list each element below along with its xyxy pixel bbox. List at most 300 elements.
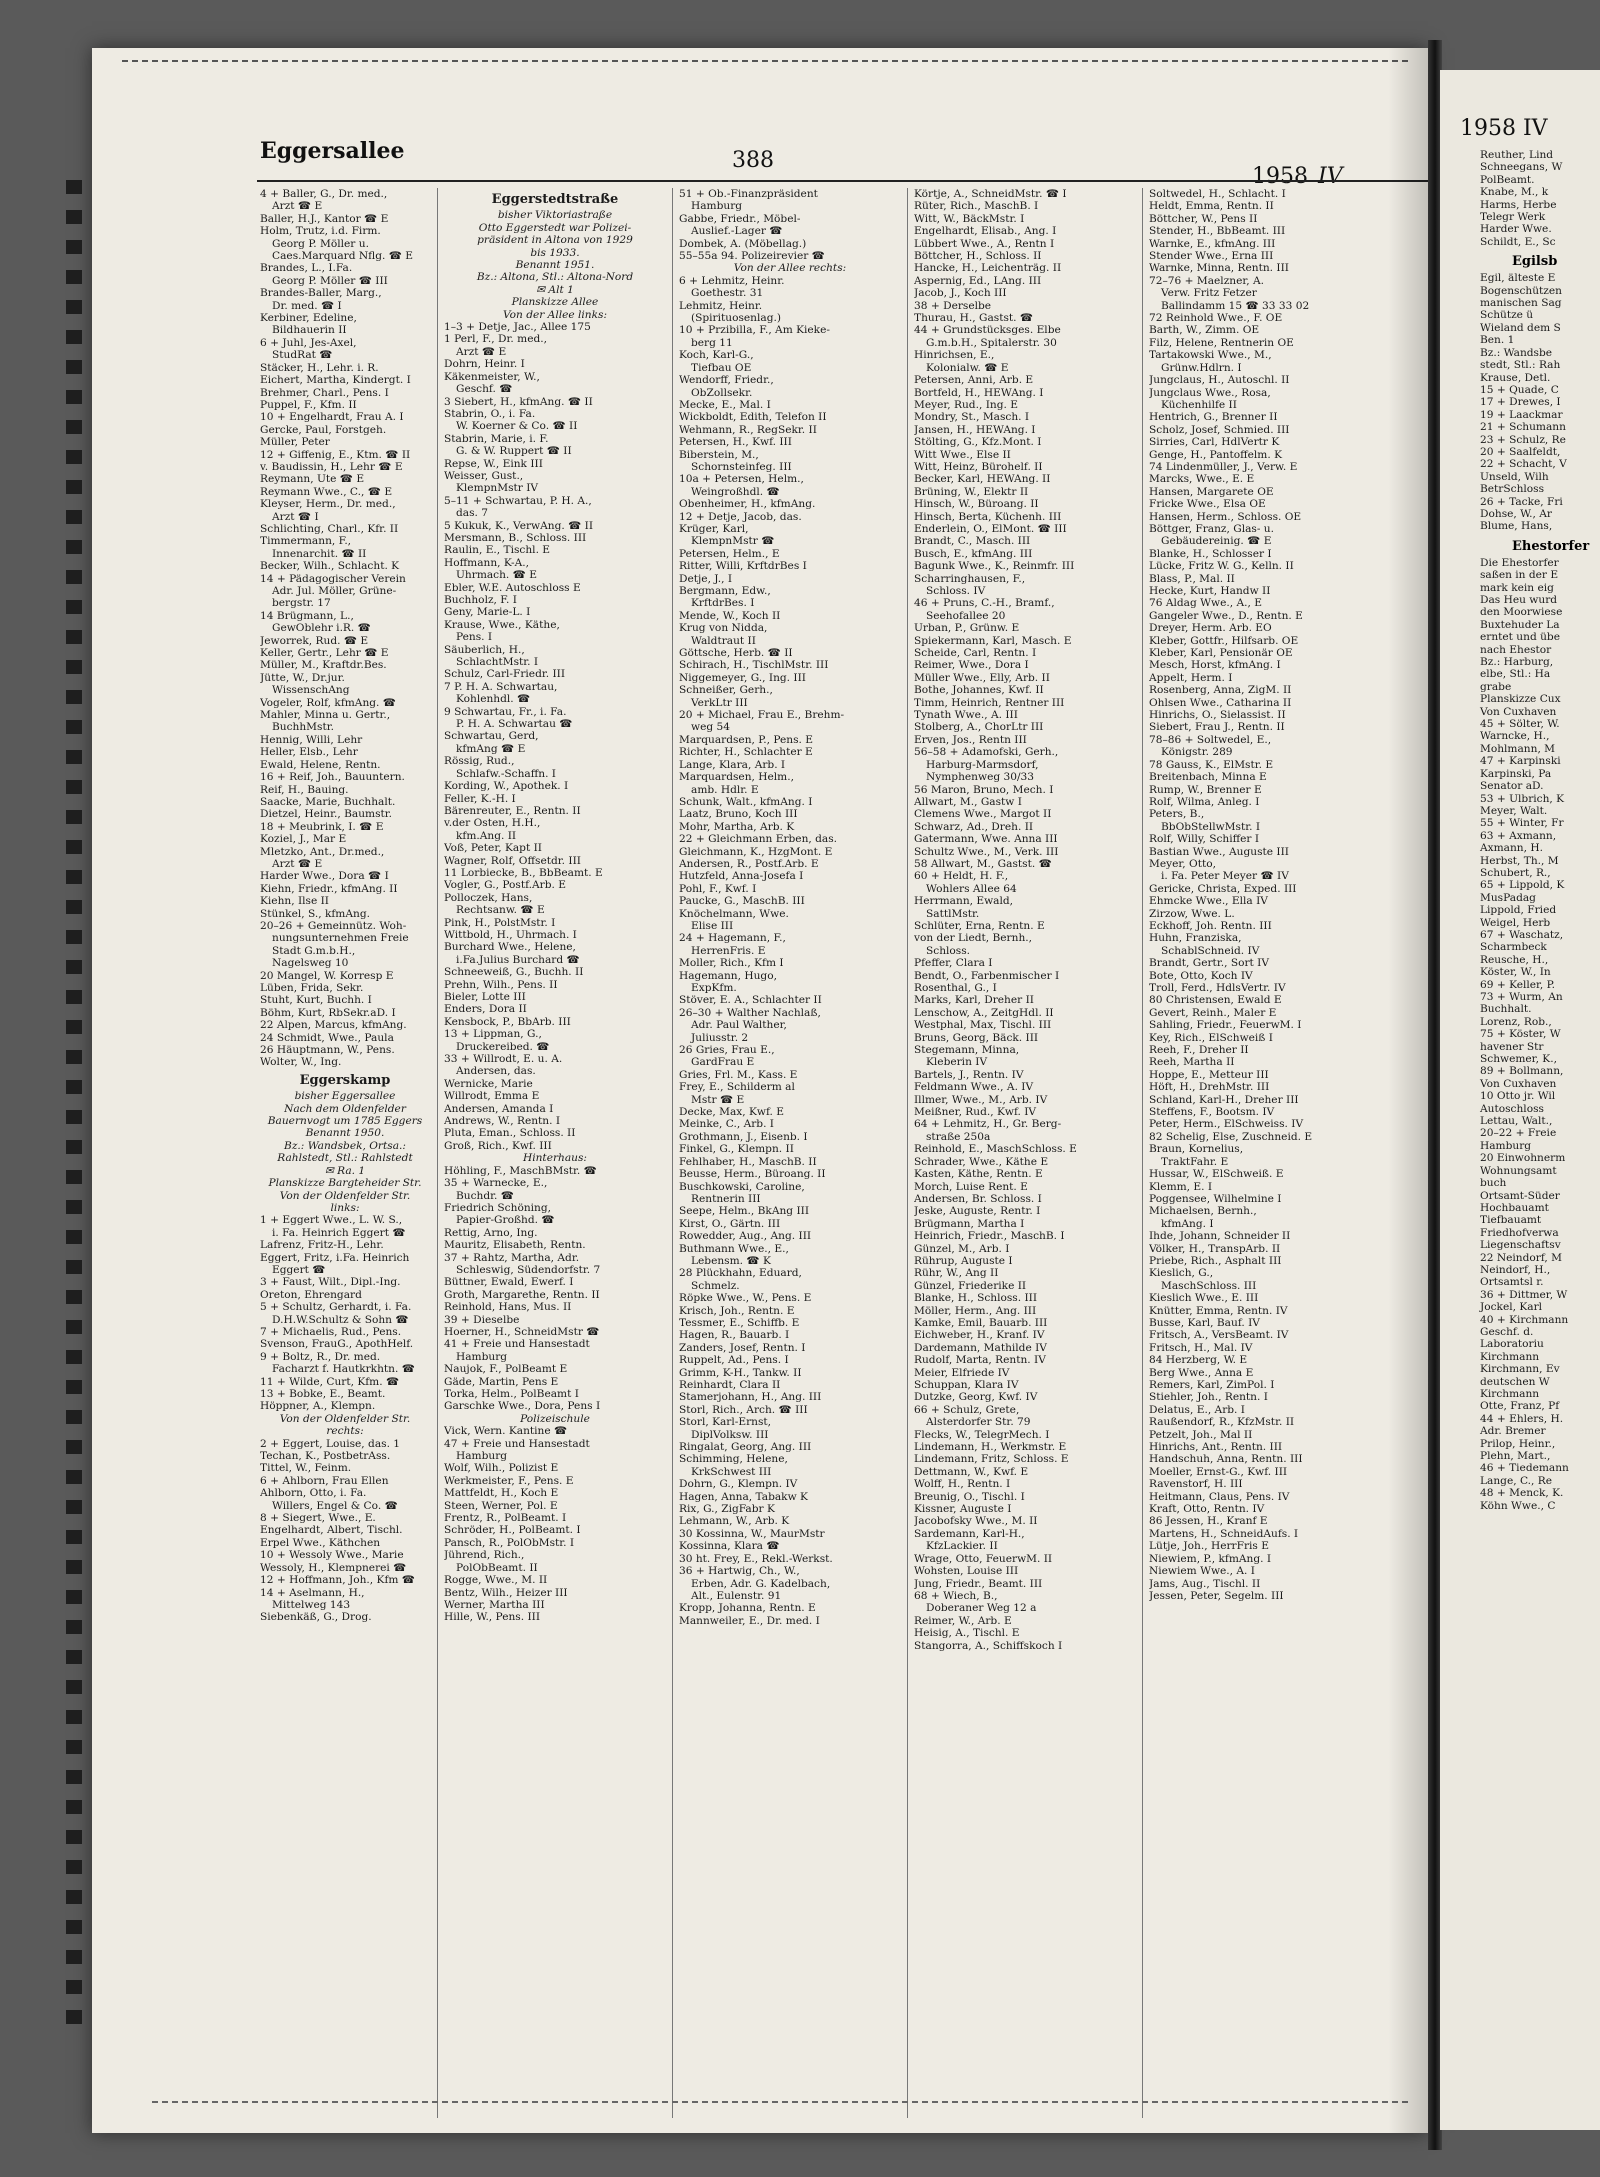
adjacent-entry: Das Heu wurd: [1480, 594, 1558, 606]
directory-entry: Niewiem, P., kfmAng. I: [1149, 1552, 1272, 1565]
directory-entry: Bagunk Wwe., K., Reinmfr. III: [914, 560, 1075, 573]
directory-entry: Raulin, E., Tischl. E: [444, 544, 551, 557]
binding-mark: [66, 600, 82, 614]
directory-entry: Gabbe, Friedr., Möbel-: [679, 212, 801, 225]
directory-entry: 26–30 + Walther Nachlaß,: [679, 1006, 821, 1019]
entry-continuation: (Spirituosenlag.): [691, 312, 781, 325]
directory-entry: Klemm, E. I: [1149, 1180, 1213, 1193]
entry-continuation: kfmAng ☎ E: [456, 742, 526, 755]
street-note: bisher Eggersallee: [294, 1090, 396, 1103]
directory-entry: Siebert, Frau J., Rentn. II: [1149, 721, 1285, 734]
entry-continuation: Caes.Marquard Nflg. ☎ E: [272, 250, 414, 263]
binding-mark: [66, 1590, 82, 1604]
directory-entry: Körtje, A., SchneidMstr. ☎ I: [914, 188, 1067, 200]
directory-entry: Stuht, Kurt, Buchh. I: [260, 994, 372, 1007]
directory-entry: 51 + Ob.-Finanzpräsident: [679, 188, 818, 200]
street-note: Planskizze Bargteheider Str.: [268, 1177, 422, 1190]
entry-continuation: Arzt ☎ E: [272, 200, 323, 213]
directory-entry: Reinhold, Hans, Mus. II: [444, 1301, 572, 1314]
directory-entry: Kleber, Gottfr., Hilfsarb. OE: [1149, 634, 1299, 647]
directory-entry: Repse, W., Eink III: [444, 457, 543, 470]
entry-continuation: i. Fa. Heinrich Eggert ☎: [272, 1226, 406, 1239]
entry-continuation: Druckereibed. ☎: [456, 1040, 550, 1053]
directory-entry: Vick, Wern. Kantine ☎: [444, 1425, 568, 1438]
directory-entry: Schuppan, Klara IV: [914, 1379, 1019, 1391]
street-note: präsident in Altona von 1929: [477, 234, 633, 247]
column-divider: [437, 188, 438, 2118]
adjacent-entry: 53 + Ulbrich, K: [1480, 792, 1565, 805]
directory-entry: Schlüter, Erna, Rentn. E: [914, 919, 1045, 932]
directory-entry: 28 Plückhahn, Eduard,: [679, 1267, 802, 1280]
directory-entry: Brüning, W., Elektr II: [914, 485, 1029, 498]
adjacent-entry: 47 + Karpinski: [1480, 755, 1561, 768]
column-divider: [907, 188, 908, 2118]
entry-continuation: G.m.b.H., Spitalerstr. 30: [926, 336, 1057, 349]
adjacent-entry: Hamburg: [1480, 1139, 1532, 1152]
directory-entry: Schwarz, Ad., Dreh. II: [914, 820, 1034, 833]
directory-entry: Vogler, G., Postf.Arb. E: [444, 879, 566, 892]
directory-entry: Lücke, Fritz W. G., Kelln. II: [1149, 560, 1294, 573]
directory-entry: 14 + Aselmann, H.,: [260, 1586, 365, 1599]
directory-entry: Koch, Karl-G.,: [679, 349, 754, 362]
directory-entry: 13 + Lippman, G.,: [444, 1028, 542, 1041]
directory-entry: 1 Perl, F., Dr. med.,: [444, 333, 547, 346]
directory-entry: Urban, P., Grünw. E: [914, 622, 1020, 635]
binding-mark: [66, 1020, 82, 1034]
directory-entry: Lehmann, W., Arb. K: [679, 1515, 790, 1528]
adjacent-entry: Lorenz, Rob.,: [1480, 1015, 1552, 1028]
directory-entry: Siebenkäß, G., Drog.: [260, 1611, 372, 1624]
entry-continuation: MaschSchloss. III: [1161, 1279, 1257, 1292]
directory-entry: Remers, Karl, ZimPol. I: [1149, 1379, 1275, 1391]
entry-continuation: Hamburg: [691, 200, 743, 213]
directory-entry: Niggemeyer, G., Ing. III: [679, 671, 806, 684]
adjacent-entry: buch: [1480, 1177, 1507, 1190]
entry-continuation: BbObStellwMstr. I: [1161, 820, 1261, 833]
directory-entry: Marquardsen, Helm.,: [679, 771, 794, 784]
directory-entry: Krause, Wwe., Käthe,: [444, 618, 560, 631]
directory-entry: Seepe, Helm., BkAng III: [679, 1205, 810, 1218]
directory-entry: Wickboldt, Edith, Telefon II: [679, 411, 827, 424]
entry-continuation: Schloss.: [926, 944, 971, 957]
directory-entry: Biberstein, M.,: [679, 448, 759, 461]
directory-entry: Dombek, A. (Möbellag.): [679, 237, 807, 250]
directory-entry: Ritter, Willi, KrftdrBes I: [679, 560, 807, 573]
directory-entry: von der Liedt, Bernh.,: [914, 932, 1033, 945]
directory-entry: Ewald, Helene, Rentn.: [260, 758, 381, 771]
adjacent-entry: deutschen W: [1480, 1375, 1550, 1388]
directory-entry: Feldmann Wwe., A. IV: [914, 1081, 1034, 1094]
adjacent-entry: Schütze ü: [1480, 309, 1534, 322]
adjacent-entry: 89 + Bollmann,: [1480, 1065, 1564, 1078]
directory-entry: Mletzko, Ant., Dr.med.,: [260, 845, 385, 858]
directory-entry: Dohrn, G., Klempn. IV: [679, 1478, 798, 1491]
directory-entry: Breitenbach, Minna E: [1149, 771, 1267, 784]
directory-entry: Gangeler Wwe., D., Rentn. E: [1149, 609, 1303, 622]
adjacent-entry: MusPadag: [1480, 891, 1536, 904]
directory-column-2: [444, 188, 666, 1624]
directory-entry: 39 + Dieselbe: [444, 1313, 520, 1326]
adjacent-entry: Warncke, H.,: [1480, 730, 1550, 743]
directory-entry: Weisser, Gust.,: [444, 469, 524, 482]
directory-entry: Soltwedel, H., Schlacht. I: [1149, 188, 1286, 200]
directory-entry: Reeh, Martha II: [1149, 1056, 1235, 1069]
directory-entry: Jeske, Auguste, Rentr. I: [914, 1205, 1041, 1218]
directory-entry: Kiehn, Friedr., kfmAng. II: [260, 882, 398, 895]
binding-mark: [66, 420, 82, 434]
entry-continuation: Papier-Großhd. ☎: [456, 1214, 555, 1227]
entry-continuation: Pens. I: [456, 631, 493, 644]
directory-entry: Niewiem Wwe., A. I: [1149, 1565, 1255, 1578]
directory-entry: Harder Wwe., Dora ☎ I: [260, 870, 389, 883]
street-note: Planskizze Allee: [511, 296, 599, 309]
directory-entry: 18 + Meubrink, I. ☎ E: [260, 820, 384, 833]
binding-mark: [66, 1800, 82, 1814]
adjacent-entry: Knabe, M., k: [1480, 186, 1549, 199]
adjacent-entry: Die Ehestorfer: [1480, 556, 1559, 569]
directory-entry: Höft, H., DrehMstr. III: [1149, 1081, 1270, 1094]
directory-entry: Fritsch, A., VersBeamt. IV: [1149, 1329, 1289, 1342]
directory-entry: Meißner, Rud., Kwf. IV: [914, 1106, 1037, 1119]
directory-entry: Hinrichsen, E.,: [914, 349, 995, 362]
entry-continuation: amb. Hdlr. E: [691, 783, 759, 796]
directory-entry: Kiehn, Ilse II: [260, 895, 329, 908]
directory-entry: Frey, E., Schilderm al: [679, 1081, 795, 1094]
adjacent-entry: Planskizze Cux: [1480, 693, 1561, 706]
entry-continuation: SchablSchneid. IV: [1161, 944, 1260, 957]
directory-entry: Geny, Marie-L. I: [444, 606, 531, 619]
directory-entry: Fehlhaber, H., MaschB. II: [679, 1155, 817, 1168]
binding-mark: [66, 300, 82, 314]
adjacent-entry: 10 Otto jr. Wil: [1480, 1090, 1556, 1103]
directory-entry: Andersen, Amanda I: [444, 1102, 554, 1115]
directory-entry: Kropp, Johanna, Rentn. E: [679, 1602, 816, 1615]
directory-entry: 22 Alpen, Marcus, kfmAng.: [260, 1019, 407, 1032]
directory-entry: 10 + Engelhardt, Frau A. I: [260, 411, 404, 424]
directory-entry: Möller, Herm., Ang. III: [914, 1304, 1037, 1317]
binding-mark: [66, 1830, 82, 1844]
directory-entry: 22 + Gleichmann Erben, das.: [679, 833, 838, 846]
directory-entry: Schunk, Walt., kfmAng. I: [679, 795, 813, 808]
entry-continuation: Mittelweg 143: [272, 1598, 351, 1611]
directory-entry: Saacke, Marie, Buchhalt.: [260, 795, 396, 808]
directory-entry: Brandes-Baller, Marg.,: [260, 287, 382, 300]
directory-entry: Kirst, O., Gärtn. III: [679, 1217, 781, 1230]
directory-entry: Bergmann, Edw.,: [679, 585, 771, 597]
directory-column-3: [679, 188, 901, 1627]
directory-entry: Stöver, E. A., Schlachter II: [679, 994, 822, 1007]
street-note: Von der Oldenfelder Str.: [279, 1412, 411, 1425]
directory-entry: Reinhold, E., MaschSchloss. E: [914, 1143, 1077, 1156]
directory-entry: Stamerjohann, H., Ang. III: [679, 1391, 822, 1404]
directory-entry: Jütte, W., Dr.jur.: [260, 671, 345, 684]
adjacent-entry: havener Str: [1480, 1040, 1544, 1053]
directory-entry: 30 Kossinna, W., MaurMstr: [679, 1527, 825, 1540]
directory-entry: Eichweber, H., Kranf. IV: [914, 1329, 1045, 1342]
top-dashed-rule: [122, 60, 1408, 62]
adjacent-entry: 69 + Keller, P.: [1480, 978, 1556, 991]
directory-entry: Steffens, F., Bootsm. IV: [1149, 1106, 1275, 1119]
directory-entry: Petersen, Helm., E: [679, 547, 780, 560]
directory-entry: Stabrin, O., i. Fa.: [444, 407, 536, 420]
entry-continuation: KlempnMstr IV: [456, 482, 539, 495]
binding-mark: [66, 1200, 82, 1214]
directory-entry: Pink, H., PolstMstr. I: [444, 916, 556, 929]
directory-entry: Eichert, Martha, Kindergt. I: [260, 374, 411, 387]
directory-entry: 5 Kukuk, K., VerwAng. ☎ II: [444, 519, 594, 532]
directory-entry: 9 Schwartau, Fr., i. Fa.: [444, 705, 567, 718]
binding-mark: [66, 780, 82, 794]
binding-mark: [66, 450, 82, 464]
entry-continuation: Facharzt f. Hautkrkhtn. ☎: [272, 1363, 415, 1376]
directory-entry: Gevert, Reinh., Maler E: [1149, 1006, 1277, 1019]
adjacent-entry: Reuther, Lind: [1480, 149, 1554, 161]
directory-entry: Ebler, W.E. Autoschloss E: [444, 581, 581, 594]
binding-mark: [66, 1770, 82, 1784]
directory-entry: Key, Rich., ElSchweiß I: [1149, 1031, 1273, 1044]
directory-entry: 72–76 + Maelzner, A.: [1149, 274, 1265, 287]
entry-continuation: W. Koerner & Co. ☎ II: [456, 420, 578, 433]
directory-entry: Moller, Rich., Kfm I: [679, 957, 784, 970]
directory-entry: Schlichting, Charl., Kfr. II: [260, 522, 399, 535]
directory-entry: Andrews, W., Rentn. I: [444, 1115, 561, 1128]
street-note: ✉ Ra. 1: [324, 1164, 366, 1177]
adjacent-entry: 48 + Menck, K.: [1480, 1487, 1564, 1500]
entry-continuation: das. 7: [456, 507, 489, 520]
adjacent-page: [1440, 70, 1600, 2130]
directory-entry: Ruppelt, Ad., Pens. I: [679, 1354, 789, 1367]
binding-mark: [66, 480, 82, 494]
street-note: Von der Oldenfelder Str.: [279, 1189, 411, 1202]
adjacent-street-heading: Ehestorfer: [1512, 538, 1590, 554]
directory-entry: Brügmann, Martha I: [914, 1217, 1025, 1230]
adjacent-entry: Jockel, Karl: [1480, 1301, 1543, 1314]
directory-entry: Wessoly, H., Klempnerei ☎: [260, 1561, 407, 1574]
entry-continuation: Geschf. ☎: [456, 383, 513, 396]
directory-entry: Rowedder, Aug., Ang. III: [679, 1230, 812, 1243]
directory-entry: Ringalat, Georg, Ang. III: [679, 1441, 812, 1454]
directory-entry: Erven, Jos., Rentn III: [914, 733, 1027, 746]
directory-entry: Scharringhausen, F.,: [914, 572, 1026, 585]
directory-entry: Kieslich, G.,: [1149, 1267, 1214, 1280]
directory-entry: Bothe, Johannes, Kwf. II: [914, 684, 1044, 697]
entry-continuation: Grünw.Hdlrn. I: [1161, 361, 1242, 374]
directory-entry: Heitmann, Claus, Pens. IV: [1149, 1490, 1290, 1503]
directory-entry: Schulz, Carl-Friedr. III: [444, 668, 566, 681]
adjacent-entry: 44 + Ehlers, H.: [1480, 1412, 1564, 1425]
directory-entry: Heller, Elsb., Lehr: [260, 746, 358, 759]
directory-entry: Becker, Karl, HEWAng. II: [914, 473, 1051, 486]
binding-mark: [66, 510, 82, 524]
directory-entry: Brehmer, Charl., Pens. I: [260, 386, 389, 399]
binding-mark: [66, 810, 82, 824]
directory-entry: Wrage, Otto, FeuerwM. II: [914, 1552, 1053, 1565]
directory-entry: Finkel, G., Klempn. II: [679, 1143, 794, 1156]
entry-continuation: KrkSchwest III: [691, 1465, 772, 1478]
adjacent-entry: Köhn Wwe., C: [1480, 1499, 1556, 1512]
directory-entry: Mohr, Martha, Arb. K: [679, 820, 795, 833]
directory-entry: Polloczek, Hans,: [444, 891, 533, 904]
entry-continuation: Verw. Fritz Fetzer: [1161, 287, 1257, 300]
directory-entry: Delatus, E., Arb. I: [1149, 1403, 1245, 1416]
adjacent-entry: 20 Einwohnerm: [1480, 1152, 1566, 1165]
entry-continuation: Buchdr. ☎: [456, 1189, 514, 1202]
adjacent-entry: 63 + Axmann,: [1480, 829, 1557, 842]
directory-entry: Meinke, C., Arb. I: [679, 1118, 774, 1131]
directory-entry: Büttner, Ewald, Ewerf. I: [444, 1276, 574, 1289]
directory-entry: 7 + Michaelis, Rud., Pens.: [260, 1325, 402, 1338]
directory-entry: Grimm, K-H., Tankw. II: [679, 1366, 802, 1379]
binding-mark: [66, 1260, 82, 1274]
directory-entry: Rump, W., Brenner E: [1149, 783, 1262, 796]
adjacent-entry: Kirchmann, Ev: [1480, 1363, 1560, 1376]
directory-entry: Hoffmann, K-A.,: [444, 556, 529, 569]
directory-entry: Torka, Helm., PolBeamt I: [444, 1388, 579, 1400]
directory-entry: Storl, Rich., Arch. ☎ III: [679, 1403, 808, 1416]
directory-entry: 82 Schelig, Else, Zuschneid. E: [1149, 1130, 1313, 1143]
directory-entry: Hentrich, G., Brenner II: [1149, 411, 1278, 424]
entry-continuation: Waldtraut II: [691, 634, 756, 647]
directory-entry: Reif, H., Bauing.: [260, 783, 349, 796]
entry-continuation: Erben, Adr. G. Kadelbach,: [691, 1577, 831, 1590]
binding-mark: [66, 1890, 82, 1904]
directory-entry: Buthmann Wwe., E.,: [679, 1242, 789, 1255]
directory-entry: 10 + Wessoly Wwe., Marie: [260, 1549, 404, 1562]
adjacent-entry: BetrSchloss: [1480, 483, 1545, 496]
adjacent-entry: Meyer, Walt.: [1480, 804, 1548, 817]
directory-entry: Techan, K., PostbetrAss.: [260, 1450, 391, 1463]
directory-entry: Braun, Kornelius,: [1149, 1143, 1244, 1156]
adjacent-entry: 67 + Waschatz,: [1480, 928, 1564, 941]
directory-entry: Mecke, E., Mal. I: [679, 398, 771, 411]
directory-entry: Heinrich, Friedr., MaschB. I: [914, 1230, 1065, 1243]
directory-entry: Blass, P., Mal. II: [1149, 572, 1235, 585]
adjacent-entry: Dohse, W., Ar: [1480, 507, 1552, 520]
directory-entry: Timmermann, F.,: [260, 535, 352, 548]
adjacent-entry: Autoschloss: [1480, 1102, 1544, 1115]
binding-mark: [66, 1560, 82, 1574]
directory-entry: 30 ht. Frey, E., Rekl.-Werkst.: [679, 1552, 833, 1565]
entry-continuation: Hamburg: [456, 1350, 508, 1363]
directory-entry: 26 Häuptmann, W., Pens.: [260, 1044, 395, 1057]
adjacent-entry: Kirchmann: [1480, 1388, 1540, 1400]
entry-continuation: ObZollsekr.: [691, 386, 753, 399]
adjacent-street-heading: Egilsb: [1512, 254, 1558, 270]
adjacent-entry: Karpinski, Pa: [1480, 767, 1552, 780]
directory-entry: Stiehler, Joh., Rentn. I: [1149, 1391, 1268, 1404]
entry-continuation: KfzLackier. II: [926, 1540, 998, 1553]
entry-continuation: G. & W. Ruppert ☎ II: [456, 445, 572, 458]
directory-entry: 6 + Lehmitz, Heinr.: [679, 274, 785, 287]
directory-entry: Krisch, Joh., Rentn. E: [679, 1304, 795, 1317]
directory-entry: Bärenreuter, E., Rentn. II: [444, 804, 581, 817]
directory-entry: Huhn, Franziska,: [1149, 932, 1242, 945]
entry-continuation: Seehofallee 20: [926, 609, 1006, 622]
directory-entry: Käkenmeister, W.,: [444, 370, 540, 383]
entry-continuation: Innenarchit. ☎ II: [272, 547, 367, 560]
street-note: Benannt 1950.: [305, 1127, 385, 1140]
adjacent-entry: Lettau, Walt.,: [1480, 1115, 1553, 1128]
directory-entry: Rosenberg, Anna, ZigM. II: [1149, 684, 1292, 697]
directory-entry: Bartels, J., Rentn. IV: [914, 1068, 1024, 1081]
entry-continuation: StudRat ☎: [272, 349, 333, 362]
page-number: 388: [732, 148, 774, 173]
directory-entry: Dietzel, Heinr., Baumstr.: [260, 808, 393, 821]
directory-entry: Wolf, Wilh., Polizist E: [444, 1462, 559, 1475]
binding-mark: [66, 1050, 82, 1064]
street-note: bis 1933.: [530, 246, 580, 259]
directory-entry: Mersmann, B., Schloss. III: [444, 531, 587, 544]
directory-entry: Kossinna, Klara ☎: [679, 1540, 780, 1553]
binding-mark: [66, 660, 82, 674]
entry-continuation: Schlafw.-Schaffn. I: [456, 767, 556, 780]
directory-entry: 35 + Warnecke, E.,: [444, 1177, 548, 1190]
adjacent-entry: Bz.: Wandsbe: [1480, 346, 1553, 359]
directory-entry: 12 + Detje, Jacob, das.: [679, 510, 802, 523]
entry-continuation: Kleberin IV: [926, 1056, 988, 1069]
directory-entry: 86 Jessen, H., Kranf E: [1149, 1515, 1268, 1528]
adjacent-entry: Herbst, Th., M: [1480, 854, 1559, 867]
binding-mark: [66, 1140, 82, 1154]
directory-entry: 4 + Baller, G., Dr. med.,: [260, 188, 388, 200]
adjacent-entry: den Moorwiese: [1480, 606, 1563, 619]
directory-entry: Jeworrek, Rud. ☎ E: [260, 634, 369, 647]
bottom-dashed-rule: [152, 2101, 1408, 2103]
volume-label: IV: [1318, 164, 1343, 189]
directory-entry: Müller, Peter: [260, 436, 330, 449]
adjacent-entry: Prilop, Heinr.,: [1480, 1437, 1556, 1450]
directory-entry: Hecke, Kurt, Handw II: [1149, 585, 1271, 597]
directory-entry: Mesch, Horst, kfmAng. I: [1149, 659, 1281, 672]
entry-continuation: Alsterdorfer Str. 79: [926, 1416, 1031, 1429]
adjacent-entry: Laboratoriu: [1480, 1338, 1544, 1351]
directory-entry: 47 + Freie und Hansestadt: [444, 1437, 590, 1450]
directory-entry: 38 + Derselbe: [914, 299, 992, 312]
directory-entry: Schultz Wwe., M., Verk. III: [914, 845, 1059, 858]
directory-entry: 20–26 + Gemeinnütz. Woh-: [260, 919, 407, 932]
directory-entry: Zanders, Josef, Rentn. I: [679, 1341, 806, 1354]
binding-mark: [66, 690, 82, 704]
directory-entry: Brandt, Gertr., Sort IV: [1149, 957, 1269, 970]
street-note: bisher Viktoriastraße: [497, 209, 613, 222]
adjacent-entry: Scharmbeck: [1480, 941, 1547, 954]
directory-entry: Müller, M., Kraftdr.Bes.: [260, 659, 387, 672]
directory-entry: Rössig, Rud.,: [444, 755, 515, 768]
directory-entry: Höppner, A., Klempn.: [260, 1400, 376, 1413]
entry-continuation: TraktFahr. E: [1161, 1155, 1229, 1168]
street-note: Von der Allee links:: [502, 308, 608, 321]
entry-continuation: Stadt G.m.b.H.,: [272, 944, 356, 957]
directory-entry: Rührup, Auguste I: [914, 1254, 1013, 1267]
directory-entry: Koziel, J., Mar E: [260, 833, 347, 846]
street-note: Bz.: Altona, Stl.: Altona-Nord: [476, 271, 634, 284]
entry-continuation: SchlachtMstr. I: [456, 656, 539, 669]
adjacent-entry: Otte, Franz, Pf: [1480, 1400, 1560, 1413]
directory-entry: 6 + Ahlborn, Frau Ellen: [260, 1474, 389, 1487]
directory-entry: Kleber, Karl, Pensionär OE: [1149, 647, 1293, 660]
adjacent-entry: Lippold, Fried: [1480, 904, 1557, 917]
adjacent-entry: Mohlmann, M: [1480, 742, 1556, 755]
directory-entry: Breunig, O., Tischl. I: [914, 1490, 1025, 1503]
street-note: Hinterhaus:: [522, 1152, 587, 1165]
directory-entry: Schwartau, Gerd,: [444, 730, 539, 743]
entry-continuation: Weingroßhdl. ☎: [691, 485, 780, 498]
directory-entry: Voß, Peter, Kapt II: [444, 842, 542, 855]
directory-entry: Clemens Wwe., Margot II: [914, 808, 1052, 821]
directory-entry: Bastian Wwe., Auguste III: [1149, 845, 1289, 858]
directory-entry: 74 Lindenmüller, J., Verw. E: [1149, 460, 1298, 473]
directory-entry: Holm, Trutz, i.d. Firm.: [260, 225, 381, 238]
